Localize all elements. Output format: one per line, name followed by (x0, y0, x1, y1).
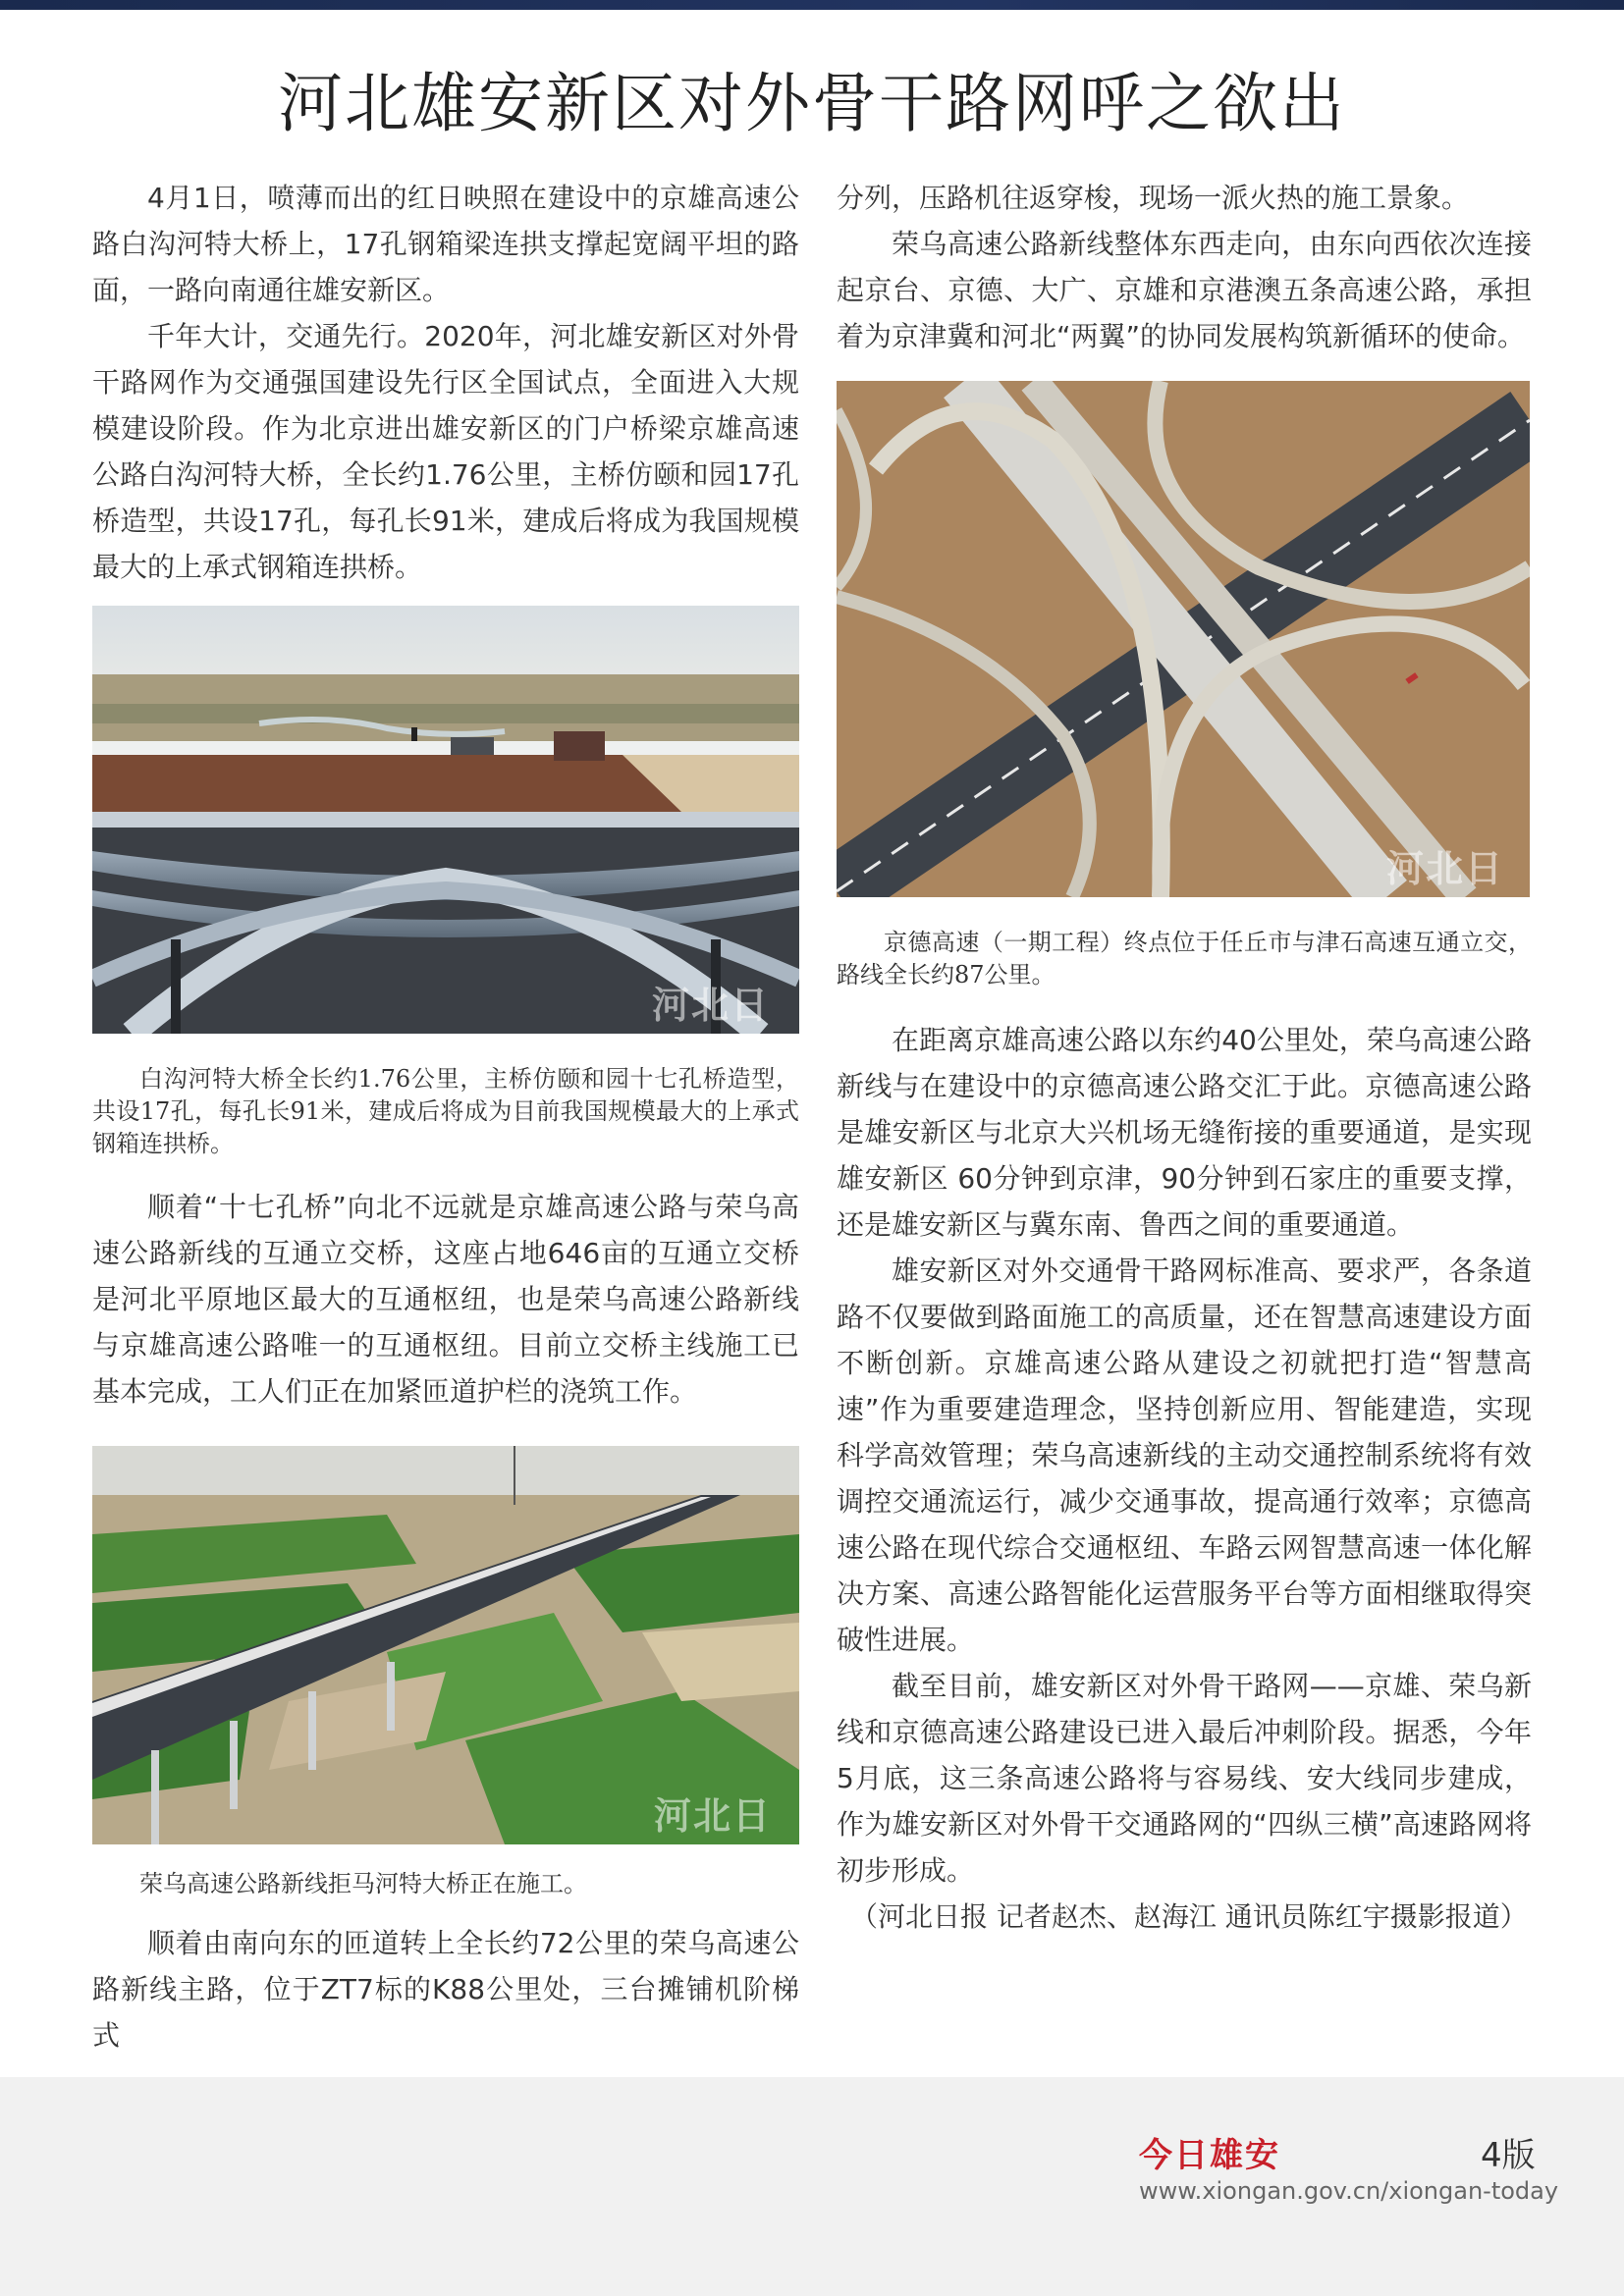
article-paragraph: 截至目前，雄安新区对外骨干路网——京雄、荣乌新线和京德高速公路建设已进入最后冲刺阶段。据悉，今年5月底，这三条高速公路将与容易线、安大线同步建成，作为雄安新区对外骨干交通路网的“四纵三横”高速路网将初步形成。 (837, 1670, 1532, 1887)
photo-caption: 白沟河特大桥全长约1.76公里，主桥仿颐和园十七孔桥造型，共设17孔，每孔长91米，建成后将成为目前我国规模最大的上承式钢箱连拱桥。 (92, 1065, 799, 1157)
page-title: 河北雄安新区对外骨干路网呼之欲出 (278, 66, 1346, 141)
article-paragraph: 千年大计，交通先行。2020年，河北雄安新区对外骨干路网作为交通强国建设先行区全国试点，全面进入大规模建设阶段。作为北京进出雄安新区的门户桥梁京雄高速公路白沟河特大桥，全长约1.76公里，主桥仿颐和园17孔桥造型，共设17孔，每孔长91米，建成后将成为我国规模最大的上承式钢箱连拱桥。 (92, 320, 799, 583)
article-paragraph: 4月1日，喷薄而出的红日映照在建设中的京雄高速公路白沟河特大桥上，17孔钢箱梁连拱支撑起宽阔平坦的路面，一路向南通往雄安新区。 (92, 182, 799, 306)
page-number: 4版 (1481, 2136, 1536, 2175)
publication-url[interactable]: www.xiongan.gov.cn/xiongan-today (1139, 2177, 1559, 2205)
highway-viaduct-photo (92, 1446, 799, 1844)
top-accent-bar (0, 0, 1624, 10)
photo-caption: 荣乌高速公路新线拒马河特大桥正在施工。 (139, 1870, 587, 1897)
interchange-aerial-photo (837, 381, 1530, 897)
photo-caption: 京德高速（一期工程）终点位于任丘市与津石高速互通立交，路线全长约87公里。 (837, 929, 1532, 988)
article-paragraph: 在距离京雄高速公路以东约40公里处，荣乌高速公路新线与在建设中的京德高速公路交汇于此。京德高速公路是雄安新区与北京大兴机场无缝衔接的重要通道，是实现雄安新区 60分钟到京津，90分钟到石家庄的重要支撑，还是雄安新区与冀东南、鲁西之间的重要通道。 (837, 1024, 1532, 1241)
left-column (92, 175, 799, 2058)
newspaper-watermark: 河北日 (1386, 846, 1505, 890)
article-byline: （河北日报 记者赵杰、赵海江 通讯员陈红宇摄影报道） (850, 1900, 1528, 1933)
page-footer (0, 2077, 1624, 2296)
newspaper-watermark: 河北日 (654, 1793, 773, 1838)
article-paragraph: 顺着“十七孔桥”向北不远就是京雄高速公路与荣乌高速公路新线的互通立交桥，这座占地646亩的互通立交桥是河北平原地区最大的互通枢纽，也是荣乌高速公路新线与京雄高速公路唯一的互通枢纽。目前立交桥主线施工已基本完成，工人们正在加紧匝道护栏的浇筑工作。 (92, 1191, 799, 1408)
article-paragraph: 顺着由南向东的匝道转上全长约72公里的荣乌高速公路新线主路，位于ZT7标的K88公里处，三台摊铺机阶梯式 (92, 1927, 799, 2052)
publication-brand: 今日雄安 (1139, 2136, 1280, 2175)
right-column (837, 175, 1532, 1940)
article-paragraph: 雄安新区对外交通骨干路网标准高、要求严，各条道路不仅要做到路面施工的高质量，还在智慧高速建设方面不断创新。京雄高速公路从建设之初就把打造“智慧高速”作为重要建造理念，坚持创新应用、智能建造，实现科学高效管理；荣乌高速新线的主动交通控制系统将有效调控交通流运行，减少交通事故，提高通行效率；京德高速公路在现代综合交通枢纽、车路云网智慧高速一体化解决方案、高速公路智能化运营服务平台等方面相继取得突破性进展。 (837, 1255, 1532, 1656)
newspaper-watermark: 河北日 (652, 983, 771, 1027)
article-paragraph: 分列，压路机往返穿梭，现场一派火热的施工景象。 (837, 182, 1470, 214)
article-paragraph: 荣乌高速公路新线整体东西走向，由东向西依次连接起京台、京德、大广、京雄和京港澳五条高速公路，承担着为京津冀和河北“两翼”的协同发展构筑新循环的使命。 (837, 228, 1532, 352)
bridge-construction-photo (92, 606, 799, 1034)
